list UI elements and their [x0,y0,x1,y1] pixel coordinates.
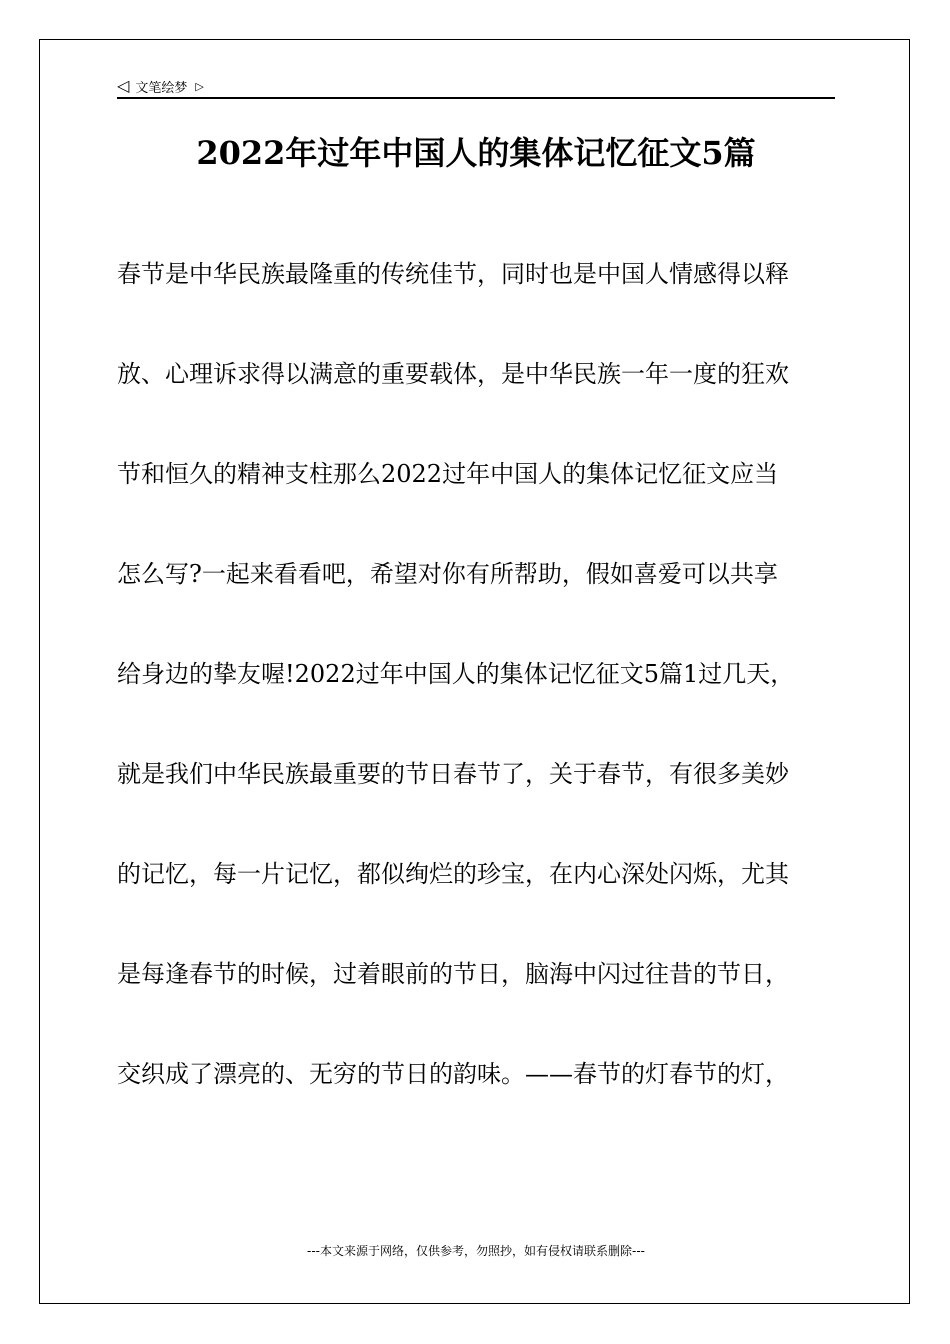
document-body [117,262,857,1162]
header-divider [117,97,835,99]
body-line: 怎么写?一起来看看吧，希望对你有所帮助，假如喜爱可以共享 [117,560,778,588]
body-line: 放、心理诉求得以满意的重要载体，是中华民族一年一度的狂欢 [117,360,789,388]
body-line: 给身边的挚友喔!2022过年中国人的集体记忆征文5篇1过几天， [117,660,795,688]
left-triangle-icon: ◁ [117,76,130,95]
page-header [117,74,835,98]
body-line: 春节是中华民族最隆重的传统佳节，同时也是中国人情感得以释 [117,260,789,288]
body-line: 就是我们中华民族最重要的节日春节了，关于春节，有很多美妙 [117,760,789,788]
header-brand: 文笔绘梦 [135,80,188,96]
page-footer: ---本文来源于网络，仅供参考，勿照抄，如有侵权请联系删除--- [307,1244,645,1258]
document-title: 2022年过年中国人的集体记忆征文5篇 [196,134,756,172]
right-triangle-icon: ▷ [195,79,204,93]
body-line: 的记忆，每一片记忆，都似绚烂的珍宝，在内心深处闪烁，尤其 [117,860,789,888]
body-line: 交织成了漂亮的、无穷的节日的韵味。——春节的灯春节的灯， [117,1060,789,1088]
body-line: 是每逢春节的时候，过着眼前的节日，脑海中闪过往昔的节日， [117,960,789,988]
body-line: 节和恒久的精神支柱那么2022过年中国人的集体记忆征文应当 [117,460,779,488]
